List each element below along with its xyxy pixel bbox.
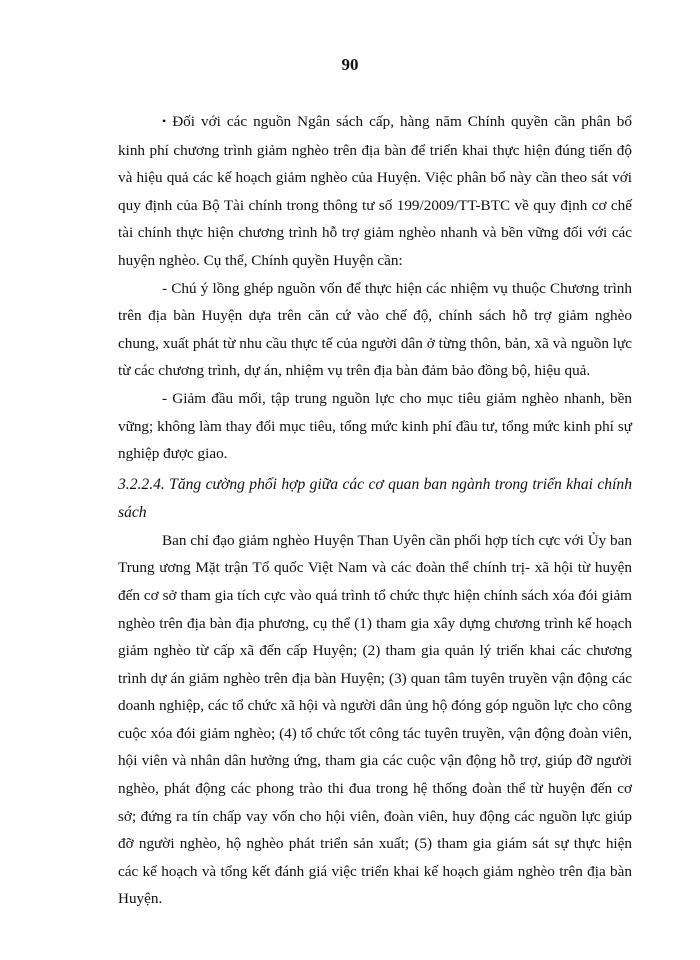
- section-heading-3-2-2-4: 3.2.2.4. Tăng cường phối hợp giữa các cơ quan ban ngành trong triển khai chính sách: [118, 475, 632, 521]
- paragraph-reduce-focal-points: - Giảm đầu mối, tập trung nguồn lực cho mục tiêu giảm nghèo nhanh, bền vững; không làm thay đổi mục tiêu, tổng mức kinh phí đầu tư, tổng mức kinh phí sự nghiệp được giao.: [118, 389, 632, 463]
- paragraph-budget-allocation: [118, 108, 632, 275]
- bullet-icon: •: [162, 114, 167, 128]
- page-body: [118, 108, 632, 913]
- page-number: 90: [341, 55, 359, 74]
- paragraph-budget-allocation-text: Đối với các nguồn Ngân sách cấp, hàng năm Chính quyền cần phân bổ kinh phí chương trình giảm nghèo trên địa bàn để triển khai thực hiện đúng tiến độ và hiệu quả các kế hoạch giảm nghèo của Huyện. Việc phân bổ này cần theo sát với quy định của Bộ Tài chính trong thông tư số 199/2009/TT-BTC về quy định cơ chế tài chính thực hiện chương trình hỗ trợ giảm nghèo nhanh và bền vững đối với các huyện nghèo. Cụ thể, Chính quyền Huyện cần:: [118, 113, 632, 269]
- paragraph-integrate-funding: - Chú ý lồng ghép nguồn vốn để thực hiện các nhiệm vụ thuộc Chương trình trên địa bàn Huyện dựa trên căn cứ vào chế độ, chính sách hỗ trợ giảm nghèo chung, xuất phát từ nhu cầu thực tế của người dân ở từng thôn, bản, xã và nguồn lực từ các chương trình, dự án, nhiệm vụ trên địa bàn đảm bảo đồng bộ, hiệu quả.: [118, 279, 632, 380]
- paragraph-coordination: Ban chỉ đạo giảm nghèo Huyện Than Uyên cần phối hợp tích cực với Ủy ban Trung ương Mặt trận Tổ quốc Việt Nam và các đoàn thể chính trị- xã hội từ huyện đến cơ sở tham gia tích cực vào quá trình tổ chức thực hiện chính sách xóa đói giảm nghèo trên địa bàn địa phương, cụ thể (1) tham gia xây dựng chương trình kế hoạch giảm nghèo từ cấp xã đến cấp Huyện; (2) tham gia quản lý triển khai các chương trình dự án giảm nghèo trên địa bàn Huyện; (3) quan tâm tuyên truyền vận động các doanh nghiệp, các tổ chức xã hội và người dân ủng hộ đóng góp nguồn lực cho công cuộc xóa đói giảm nghèo; (4) tổ chức tốt công tác tuyên truyền, vận động đoàn viên, hội viên và nhân dân hưởng ứng, tham gia các cuộc vận động hỗ trợ, giúp đỡ người nghèo, phát động các phong trào thi đua trong hệ thống đoàn thể từ huyện đến cơ sở; đứng ra tín chấp vay vốn cho hội viên, đoàn viên, huy động các nguồn lực giúp đỡ người nghèo, hộ nghèo phát triển sản xuất; (5) tham gia giám sát sự thực hiện các kế hoạch và tổng kết đánh giá việc triển khai kế hoạch giảm nghèo trên địa bàn Huyện.: [118, 531, 632, 908]
